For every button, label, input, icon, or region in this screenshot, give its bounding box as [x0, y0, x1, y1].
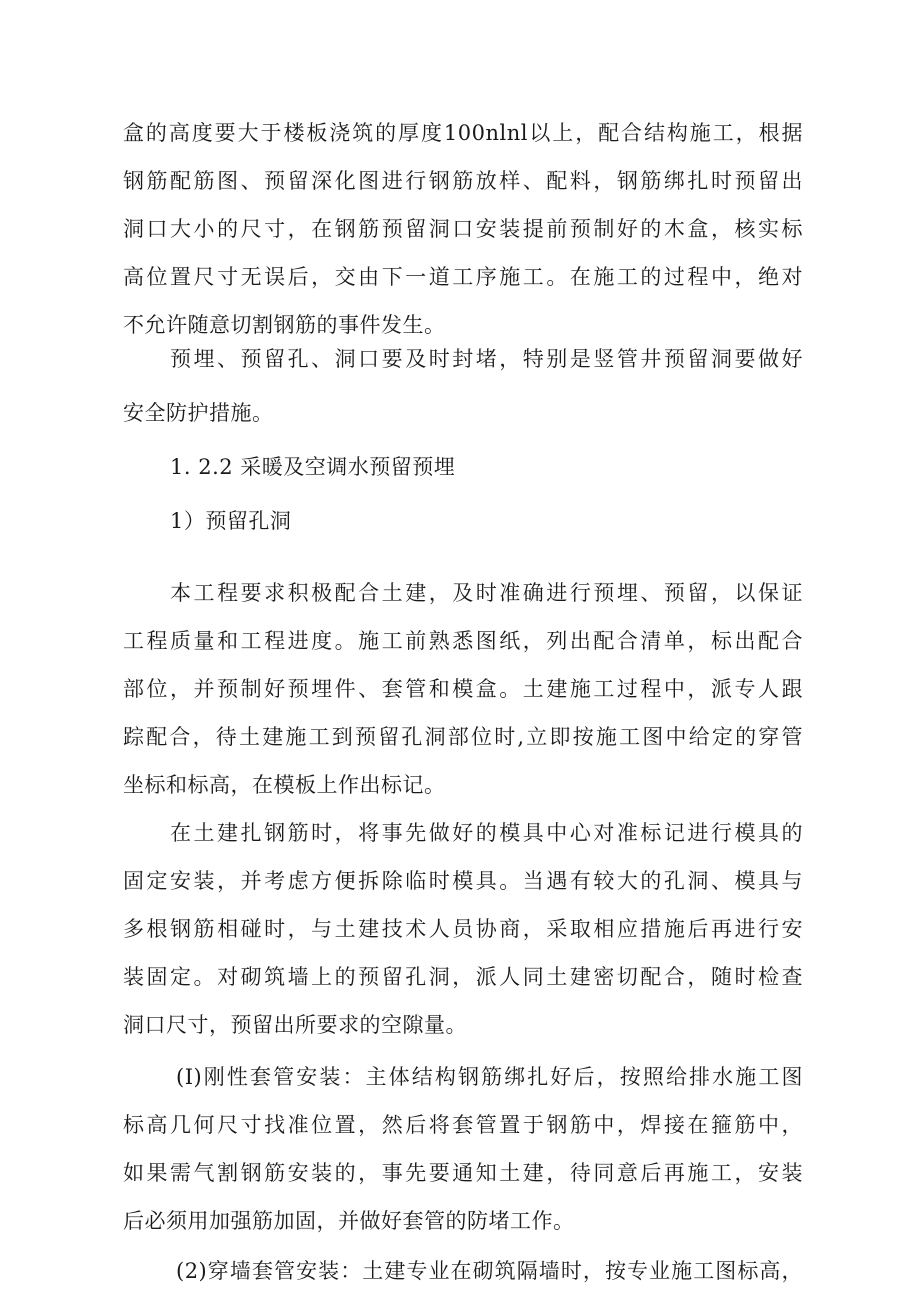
paragraph-line: 洞口尺寸，预留出所要求的空隙量。 [123, 1013, 467, 1037]
paragraph-line: 钢筋配筋图、预留深化图进行钢筋放样、配料，钢筋绑扎时预留出 [123, 169, 803, 193]
paragraph-line: 工程质量和工程进度。施工前熟悉图纸，列出配合清单，标出配合 [123, 629, 803, 653]
paragraph-line: 不允许随意切割钢筋的事件发生。 [123, 313, 446, 337]
section-heading: 1. 2.2 采暖及空调水预留预埋 [170, 455, 456, 479]
paragraph-line: (2)穿墙套管安装：土建专业在砌筑隔墙时，按专业施工图标高， [176, 1259, 803, 1283]
paragraph-line: 固定安装，并考虑方便拆除临时模具。当遇有较大的孔洞、模具与 [123, 869, 803, 893]
paragraph-line: 标高几何尺寸找准位置，然后将套管置于钢筋中，焊接在箍筋中， [123, 1113, 803, 1137]
paragraph-line: 部位，并预制好预埋件、套管和模盒。土建施工过程中，派专人跟 [123, 677, 803, 701]
paragraph-line: 后必须用加强筋加固，并做好套管的防堵工作。 [123, 1209, 575, 1233]
paragraph-line: 盒的高度要大于楼板浇筑的厚度100nlnl以上，配合结构施工，根据 [123, 121, 803, 145]
paragraph-line: 洞口大小的尺寸，在钢筋预留洞口安装提前预制好的木盒，核实标 [123, 217, 803, 241]
paragraph-line: 高位置尺寸无误后，交由下一道工序施工。在施工的过程中，绝对 [123, 265, 803, 289]
subsection-heading: 1）预留孔洞 [170, 509, 292, 533]
paragraph-line: (I)刚性套管安装：主体结构钢筋绑扎好后，按照给排水施工图 [176, 1065, 803, 1089]
paragraph-line: 多根钢筋相碰时，与土建技术人员协商，采取相应措施后再进行安 [123, 917, 803, 941]
paragraph-line: 安全防护措施。 [123, 401, 274, 425]
paragraph-line: 预埋、预留孔、洞口要及时封堵，特别是竖管井预留洞要做好 [170, 347, 803, 371]
paragraph-line: 踪配合，待土建施工到预留孔洞部位时,立即按施工图中给定的穿管 [123, 725, 803, 749]
paragraph-line: 本工程要求积极配合土建，及时准确进行预埋、预留，以保证 [170, 581, 803, 605]
paragraph-line: 在土建扎钢筋时，将事先做好的模具中心对准标记进行模具的 [170, 821, 803, 845]
paragraph-line: 坐标和标高，在模板上作出标记。 [123, 773, 446, 797]
paragraph-line: 如果需气割钢筋安装的，事先要通知土建，待同意后再施工，安装 [123, 1161, 803, 1185]
paragraph-line: 装固定。对砌筑墙上的预留孔洞，派人同土建密切配合，随时检查 [123, 965, 803, 989]
